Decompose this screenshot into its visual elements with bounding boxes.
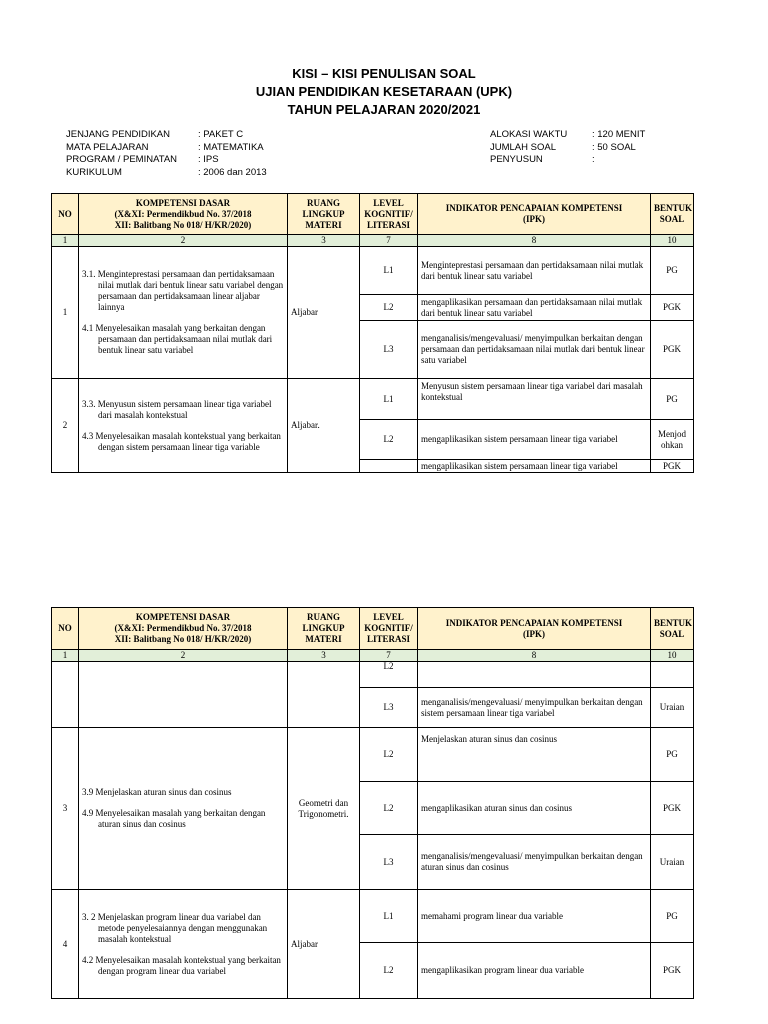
row-no: 1 (52, 247, 79, 379)
row-materi: Aljabar (288, 890, 360, 999)
row-kompetensi-dasar (79, 379, 288, 473)
colnum: 3 (288, 235, 360, 247)
header-ipk-line: (IPK) (523, 628, 545, 639)
row-bentuk: Uraian (651, 688, 694, 728)
row-materi: Aljabar. (288, 379, 360, 473)
row-bentuk: PG (651, 728, 694, 782)
info-value: : MATEMATIKA (198, 141, 264, 153)
row-ipk: mengaplikasikan aturan sinus dan cosinus (418, 782, 651, 835)
kd-item: 4.9 Menyelesaikan masalah yang berkaitan dengan aturan sinus dan cosinus (82, 808, 266, 829)
kd-item: 4.1 Menyelesaikan masalah yang berkaitan dengan persamaan dan pertidaksamaan nilai mutlak dari bentuk linear satu variabel (82, 323, 273, 355)
header-level (360, 608, 418, 650)
kd-item: 4.2 Menyelesaikan masalah kontekstual yang berkaitan dengan program linear dua variabel (82, 954, 281, 976)
row-bentuk: PG (651, 379, 694, 420)
row-materi: Aljabar (288, 247, 360, 379)
header-kompetensi-dasar (79, 194, 288, 235)
colnum: 1 (52, 650, 79, 662)
header-no: NO (52, 194, 79, 235)
header-bs-line: BENTUK (654, 617, 693, 628)
row-level: L1 (360, 247, 418, 295)
row-materi-empty (288, 662, 360, 728)
header-no: NO (52, 608, 79, 650)
info-row (490, 154, 645, 167)
header-ipk-line: INDIKATOR PENCAPAIAN KOMPETENSI (445, 203, 623, 213)
column-number-row (52, 650, 694, 662)
info-value: : PAKET C (198, 129, 244, 140)
info-row (490, 142, 645, 155)
info-value: : 120 MENIT (592, 129, 646, 140)
row-level: L3 (360, 688, 418, 728)
row-no-empty (52, 662, 79, 728)
row-ipk: menganalisis/mengevaluasi/ menyimpulkan berkaitan dengan aturan sinus dan cosinus (418, 835, 651, 890)
kd-item: 3. 2 Menjelaskan program linear dua variabel dan metode penyelesaiannya dengan menggunakan masalah kontekstual (82, 911, 268, 944)
info-value: : 2006 dan 2013 (198, 166, 267, 178)
row-bentuk: PGK (651, 782, 694, 835)
info-label: JUMLAH SOAL (490, 141, 556, 153)
kd-item: 3.9 Menjelaskan aturan sinus dan cosinus (82, 787, 232, 797)
header-rl-line: RUANG (307, 197, 340, 208)
column-number-row (52, 235, 694, 247)
header-ipk (418, 608, 651, 650)
row-ipk: mengaplikasikan program linear dua variable (418, 943, 651, 999)
info-label: JENJANG PENDIDIKAN (66, 129, 170, 140)
info-label: PROGRAM / PEMINATAN (66, 154, 178, 165)
info-label: ALOKASI WAKTU (490, 129, 568, 140)
table-row (52, 662, 694, 688)
table-row (52, 379, 694, 420)
kisi-table-2 (51, 607, 694, 999)
info-label: PENYUSUN (490, 154, 543, 165)
document-year: TAHUN PELAJARAN 2020/2021 (287, 102, 481, 117)
row-level: L1 (360, 379, 418, 420)
colnum: 8 (418, 235, 651, 247)
kd-item: 3.3. Menyusun sistem persamaan linear tiga variabel dari masalah kontekstual (82, 398, 272, 420)
row-bentuk: Menjod ohkan (651, 420, 694, 460)
header-rl-line: LINGKUP (302, 208, 345, 219)
colnum: 2 (79, 235, 288, 247)
info-value: : IPS (198, 154, 219, 165)
row-bentuk: PGK (651, 321, 694, 379)
table-row (52, 890, 694, 943)
row-ipk: menganalisis/mengevaluasi/ menyimpulkan berkaitan dengan sistem persamaan linear tiga variabel (418, 688, 651, 728)
header-bs-line: SOAL (659, 628, 685, 639)
row-kompetensi-dasar (79, 728, 288, 890)
row-no: 3 (52, 728, 79, 890)
row-kompetensi-dasar-empty (79, 662, 288, 728)
info-value: : (592, 154, 595, 165)
info-row (66, 154, 267, 167)
row-ipk: Menginteprestasi persamaan dan pertidaksamaan nilai mutlak dari bentuk linear satu variabel (418, 247, 651, 295)
table-row (52, 247, 694, 295)
header-rl-line: MATERI (305, 634, 342, 644)
header-ruang-lingkup (288, 608, 360, 650)
header-lv-line: LITERASI (366, 634, 411, 644)
row-kompetensi-dasar (79, 890, 288, 999)
document-title: KISI – KISI PENULISAN SOAL (292, 66, 476, 81)
info-label: KURIKULUM (66, 166, 122, 178)
header-rl-line: RUANG (307, 612, 340, 622)
row-bentuk: PG (651, 890, 694, 943)
header-bentuk-soal (651, 194, 694, 235)
header-lv-line: KOGNITIF/ (364, 623, 413, 633)
row-bentuk (651, 662, 694, 688)
header-lv-line: LITERASI (366, 219, 411, 230)
row-ipk: Menyusun sistem persamaan linear tiga variabel dari masalah kontekstual (418, 379, 651, 420)
row-level: L3 (360, 321, 418, 379)
row-ipk: memahami program linear dua variable (418, 890, 651, 943)
info-row (66, 167, 267, 180)
header-kompetensi-dasar (79, 608, 288, 650)
table-row (52, 728, 694, 782)
info-left (66, 129, 267, 179)
header-ruang-lingkup (288, 194, 360, 235)
info-row (490, 129, 645, 142)
header-rl-line: LINGKUP (302, 623, 345, 633)
header-kd-line: (X&XI: Permendikbud No. 37/2018 (114, 208, 252, 219)
colnum: 1 (52, 235, 79, 247)
row-level: L1 (360, 890, 418, 943)
row-bentuk: PGK (651, 295, 694, 321)
table-header-row (52, 608, 694, 650)
header-kd-line: XII: Balitbang No 018/ H/KR/2020) (114, 634, 252, 644)
row-ipk: mengaplikasikan sistem persamaan linear tiga variabel (418, 420, 651, 460)
header-kd-line: KOMPETENSI DASAR (135, 612, 231, 622)
row-ipk: mengaplikasikan persamaan dan pertidaksamaan nilai mutlak dari bentuk linear satu variabel (418, 295, 651, 321)
header-ipk-line: INDIKATOR PENCAPAIAN KOMPETENSI (445, 617, 623, 628)
header-kd-line: XII: Balitbang No 018/ H/KR/2020) (114, 219, 252, 230)
header-rl-line: MATERI (305, 219, 342, 230)
header-ipk (418, 194, 651, 235)
header-ipk-line: (IPK) (523, 214, 545, 224)
info-value: : 50 SOAL (592, 141, 636, 153)
colnum: 8 (418, 650, 651, 662)
colnum: 7 (360, 650, 418, 662)
row-ipk: mengaplikasikan sistem persamaan linear tiga variabel (418, 460, 651, 473)
row-bentuk: PGK (651, 943, 694, 999)
row-bentuk: Uraian (651, 835, 694, 890)
header-lv-line: LEVEL (373, 612, 404, 622)
row-materi: Geometri dan Trigonometri. (288, 728, 360, 890)
row-level: L3 (360, 835, 418, 890)
info-row (66, 129, 267, 142)
header-kd-line: KOMPETENSI DASAR (135, 197, 231, 208)
colnum: 7 (360, 235, 418, 247)
row-bentuk: PGK (651, 460, 694, 473)
header-lv-line: KOGNITIF/ (364, 208, 413, 219)
info-row (66, 142, 267, 155)
row-ipk (418, 662, 651, 688)
header-kd-line: (X&XI: Permendikbud No. 37/2018 (114, 623, 252, 633)
header-level (360, 194, 418, 235)
info-label: MATA PELAJARAN (66, 141, 149, 153)
header-bentuk-soal (651, 608, 694, 650)
header-lv-line: LEVEL (373, 197, 404, 208)
row-level: L2 (360, 420, 418, 460)
info-right (490, 129, 645, 167)
row-ipk: Menjelaskan aturan sinus dan cosinus (418, 728, 651, 782)
table-header-row (52, 194, 694, 235)
row-level: L2 (360, 728, 418, 782)
kisi-table-1 (51, 193, 694, 473)
row-kompetensi-dasar (79, 247, 288, 379)
row-no: 4 (52, 890, 79, 999)
header-bs-line: BENTUK (654, 203, 693, 213)
row-bentuk: PG (651, 247, 694, 295)
row-ipk: menganalisis/mengevaluasi/ menyimpulkan berkaitan dengan persamaan dan pertidaksamaan nilai mutlak dari bentuk linear satu variabel (418, 321, 651, 379)
row-level: L2 (360, 943, 418, 999)
row-no: 2 (52, 379, 79, 473)
kd-item: 4.3 Menyelesaikan masalah kontekstual yang berkaitan dengan sistem persamaan linear tiga variable (82, 430, 281, 452)
colnum: 2 (79, 650, 288, 662)
row-level: L2 (360, 662, 418, 688)
colnum: 10 (651, 650, 694, 662)
colnum: 3 (288, 650, 360, 662)
colnum: 10 (651, 235, 694, 247)
row-level (360, 460, 418, 473)
document-subtitle: UJIAN PENDIDIKAN KESETARAAN (UPK) (255, 84, 513, 99)
row-level: L2 (360, 782, 418, 835)
row-level: L2 (360, 295, 418, 321)
header-bs-line: SOAL (659, 214, 685, 224)
kd-item: 3.1. Menginteprestasi persamaan dan pertidaksamaan nilai mutlak dari bentuk linear satu variabel dengan persamaan dan pertidaksamaan linear aljabar lainnya (82, 269, 284, 312)
